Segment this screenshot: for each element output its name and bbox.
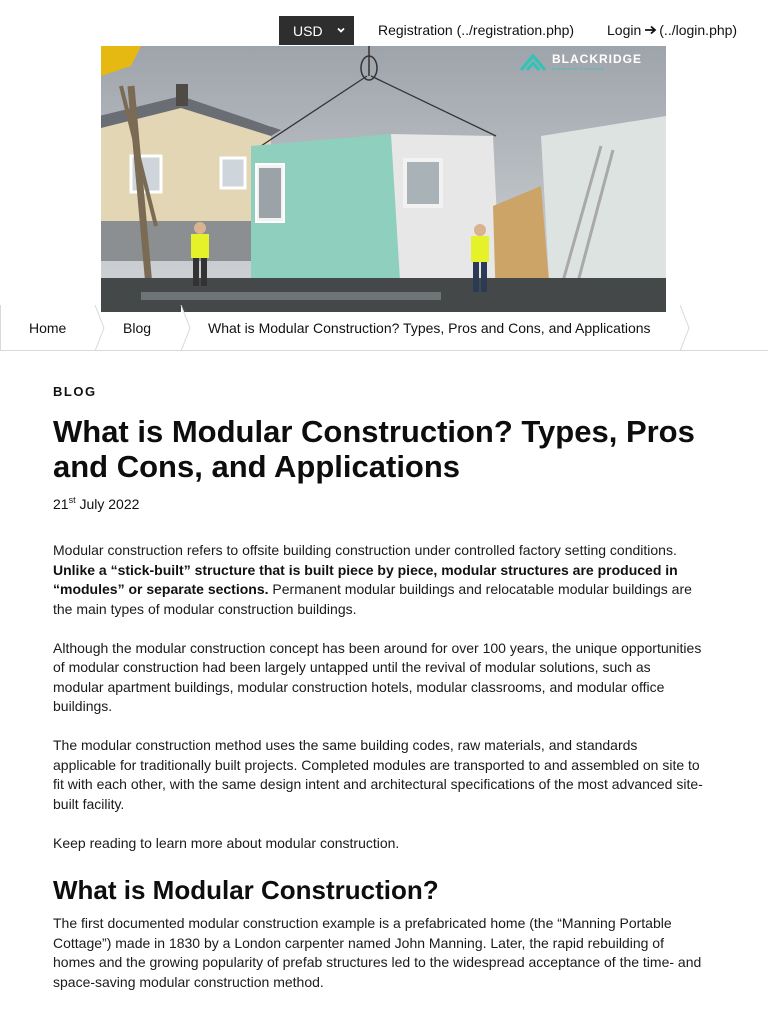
registration-link[interactable]: Registration (../registration.php) <box>378 22 575 38</box>
chevron-down-icon <box>335 24 347 36</box>
intro-text-end: Permanent modular buildings and relocatable modular buildings are the main types of modular construction buildings. <box>53 581 692 617</box>
breadcrumb-separator-icon <box>180 305 192 351</box>
brand-name: BLACKRIDGE <box>552 52 642 66</box>
date-suffix: st <box>68 495 76 505</box>
breadcrumb-blog[interactable]: Blog <box>123 320 152 336</box>
paragraph-first-example: The first documented modular construction example is a prefabricated home (the “Manning Portable Cottage”) made in 1830 by a London carpenter named John Manning. Later, the rapid rebuilding of homes and the growing popularity of prefab structures led to the widespread acceptance of the time- and space-saving modular construction method. <box>53 915 702 990</box>
breadcrumb <box>0 305 768 351</box>
login-path: (../login.php) <box>659 22 738 38</box>
article-date <box>53 495 703 513</box>
intro-text: Modular construction refers to offsite building construction under controlled factory setting conditions. <box>53 542 677 558</box>
article-category: BLOG <box>53 384 97 399</box>
arrow-right-icon <box>645 25 657 35</box>
section-heading: What is Modular Construction? <box>53 875 439 905</box>
paragraph-intro <box>53 541 703 619</box>
article <box>53 384 703 1012</box>
login-label: Login <box>607 22 642 38</box>
top-bar <box>0 0 768 46</box>
paragraph-method: The modular construction method uses the same building codes, raw materials, and standards applicable for traditionally built projects. Completed modules are transported to and assembled on site to fit with each other, with the same design intent and architectural specifications of the most advanced site-built facility. <box>53 737 703 812</box>
login-link[interactable] <box>607 22 737 38</box>
paragraph-keep-reading: Keep reading to learn more about modular construction. <box>53 834 400 851</box>
breadcrumb-separator-icon <box>679 305 691 351</box>
date-day: 21 <box>53 496 69 512</box>
hero-image <box>101 46 666 312</box>
breadcrumb-current: What is Modular Construction? Types, Pros and Cons, and Applications <box>208 320 651 336</box>
construction-photo <box>101 46 666 312</box>
blackridge-logo <box>520 52 642 72</box>
intro-bold-text: Unlike a “stick-built” structure that is built piece by piece, modular structures are produced in “modules” or separate sections. <box>53 561 678 597</box>
article-title: What is Modular Construction? Types, Pros and Cons, and Applications <box>53 414 695 484</box>
paragraph-history: Although the modular construction concept has been around for over 100 years, the unique opportunities of modular construction had been largely untapped until the revival of modular solutions, such as modular apartment buildings, modular construction hotels, modular classrooms, and modular office buildings. <box>53 639 702 714</box>
date-month-year: July 2022 <box>75 496 140 512</box>
breadcrumb-left-border <box>0 305 1 351</box>
currency-select[interactable] <box>279 16 354 45</box>
currency-value: USD <box>293 22 323 39</box>
brand-tagline: Research & Consulting <box>552 66 604 71</box>
breadcrumb-separator-icon <box>94 305 106 351</box>
blackridge-mark-icon <box>520 52 546 72</box>
breadcrumb-home[interactable]: Home <box>29 320 67 336</box>
